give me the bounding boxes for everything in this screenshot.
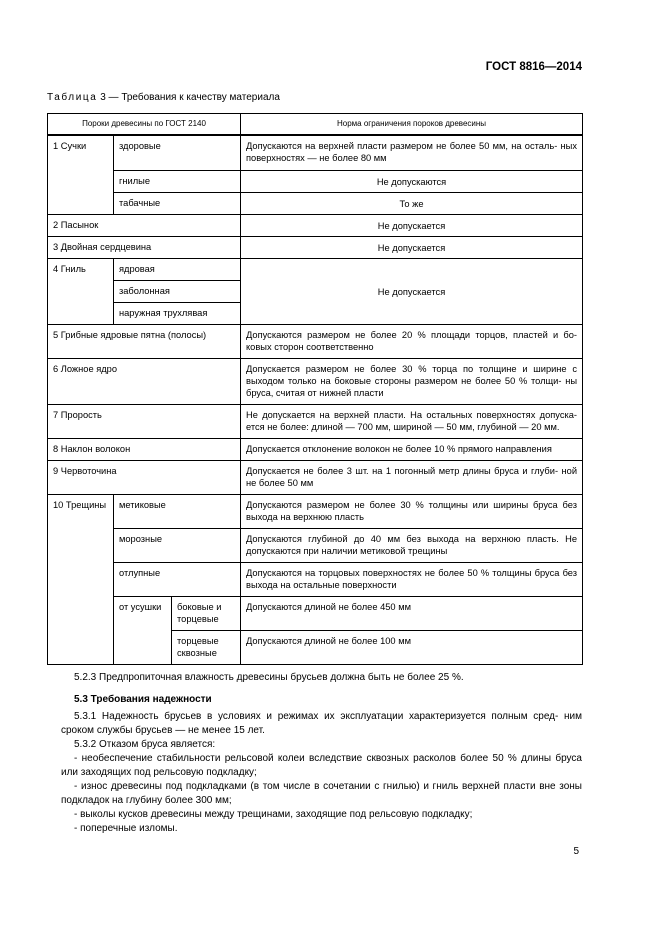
norm-cell: Не допускается на верхней пласти. На остальных поверхностях допуска- ется не более: длиной — 700 мм, шириной — 50 мм, глубиной — 20 мм. bbox=[241, 404, 583, 438]
norm-cell: Не допускаются bbox=[241, 170, 583, 192]
list-item: - износ древесины под подкладками (в том числе в сочетании с гнилью) и гниль верхней пласти вне зоны подкладок на глубину более 300 мм; bbox=[61, 781, 582, 806]
defect-knots: 1 Сучки bbox=[48, 135, 114, 214]
subsubtype-cell: торцевые сквозные bbox=[172, 630, 241, 664]
norm-cell: Не допускается bbox=[241, 214, 583, 236]
table-row bbox=[48, 236, 583, 258]
defect-cell: 6 Ложное ядро bbox=[48, 358, 241, 404]
norm-cell: То же bbox=[241, 192, 583, 214]
subtype-cell: наружная трухлявая bbox=[114, 302, 241, 324]
table-row bbox=[48, 562, 583, 596]
standard-designation: ГОСТ 8816—2014 bbox=[485, 61, 582, 73]
paragraph-5-2-3: 5.2.3 Предпропиточная влажность древесины брусьев должна быть не более 25 %. bbox=[74, 672, 464, 683]
paragraph-5-3-2: 5.3.2 Отказом бруса является: bbox=[74, 739, 216, 750]
table-row bbox=[48, 214, 583, 236]
defect-cell: 2 Пасынок bbox=[48, 214, 241, 236]
table-row bbox=[48, 170, 583, 192]
subtype-cell: табачные bbox=[114, 192, 241, 214]
table-row bbox=[48, 596, 583, 630]
table-row bbox=[48, 358, 583, 404]
table-caption bbox=[47, 92, 280, 103]
norm-cell: Не допускается bbox=[241, 258, 583, 324]
page-number: 5 bbox=[573, 846, 579, 857]
subtype-cell: от усушки bbox=[114, 596, 172, 664]
paragraph-5-3-1: 5.3.1 Надежность брусьев в условиях и режимах их эксплуатации характеризуется полным сред- ним сроком службы брусьев — не менее 15 лет. bbox=[61, 711, 582, 736]
defect-cell: 5 Грибные ядровые пятна (полосы) bbox=[48, 324, 241, 358]
list-item: - выколы кусков древесины между трещинами, заходящие под рельсовую подкладку; bbox=[74, 809, 473, 820]
table-header-row bbox=[48, 114, 583, 136]
defect-cell: 9 Червоточина bbox=[48, 460, 241, 494]
table-caption-prefix: Таблица bbox=[47, 92, 98, 103]
subtype-cell: гнилые bbox=[114, 170, 241, 192]
body-text bbox=[61, 671, 582, 836]
section-heading-5-3: 5.3 Требования надежности bbox=[74, 694, 212, 705]
subtype-cell: метиковые bbox=[114, 494, 241, 528]
table-row bbox=[48, 528, 583, 562]
norm-cell: Допускается не более 3 шт. на 1 погонный метр длины бруса и глуби- ной не более 50 мм bbox=[241, 460, 583, 494]
table-row bbox=[48, 135, 583, 170]
norm-cell: Допускаются глубиной до 40 мм без выхода на верхнюю пласть. Не допускаются при наличии метиковой трещины bbox=[241, 528, 583, 562]
table-row bbox=[48, 258, 583, 280]
norm-cell: Допускаются длиной не более 450 мм bbox=[241, 596, 583, 630]
subtype-cell: отлупные bbox=[114, 562, 241, 596]
col-header-norm: Норма ограничения пороков древесины bbox=[241, 114, 583, 136]
table-row bbox=[48, 324, 583, 358]
col-header-defects: Пороки древесины по ГОСТ 2140 bbox=[48, 114, 241, 136]
defect-rot: 4 Гниль bbox=[48, 258, 114, 324]
defect-cell: 8 Наклон волокон bbox=[48, 438, 241, 460]
norm-cell: Не допускается bbox=[241, 236, 583, 258]
norm-cell: Допускается размером не более 30 % торца по толщине и ширине с выходом только на боковые стороны размером не более 50 % толщи- ны бруса, считая от нижней пласти bbox=[241, 358, 583, 404]
table-caption-title: 3 — Требования к качеству материала bbox=[100, 92, 280, 103]
norm-cell: Допускаются на верхней пласти размером не более 50 мм, на осталь- ных поверхностях — не более 80 мм bbox=[241, 135, 583, 170]
list-item: - поперечные изломы. bbox=[74, 823, 178, 834]
norm-cell: Допускаются размером не более 20 % площади торцов, пластей и бо- ковых сторон соответственно bbox=[241, 324, 583, 358]
defect-cell: 3 Двойная сердцевина bbox=[48, 236, 241, 258]
subtype-cell: здоровые bbox=[114, 135, 241, 170]
defect-cracks: 10 Трещины bbox=[48, 494, 114, 664]
table-row bbox=[48, 404, 583, 438]
subtype-cell: заболонная bbox=[114, 280, 241, 302]
quality-requirements-table bbox=[47, 113, 583, 665]
norm-cell: Допускаются на торцовых поверхностях не более 50 % толщины бруса без выхода на остальные поверхности bbox=[241, 562, 583, 596]
table-row bbox=[48, 460, 583, 494]
table-row bbox=[48, 494, 583, 528]
table-row bbox=[48, 192, 583, 214]
subsubtype-cell: боковые и торцевые bbox=[172, 596, 241, 630]
subtype-cell: морозные bbox=[114, 528, 241, 562]
subtype-cell: ядровая bbox=[114, 258, 241, 280]
table-row bbox=[48, 438, 583, 460]
norm-cell: Допускаются длиной не более 100 мм bbox=[241, 630, 583, 664]
defect-cell: 7 Прорость bbox=[48, 404, 241, 438]
list-item: - необеспечение стабильности рельсовой колеи вследствие сквозных расколов более 50 % длины бруса или заходящих под рельсовую подкладку; bbox=[61, 753, 582, 778]
norm-cell: Допускается отклонение волокон не более 10 % прямого направления bbox=[241, 438, 583, 460]
norm-cell: Допускаются размером не более 30 % толщины или ширины бруса без выхода на верхнюю пласть bbox=[241, 494, 583, 528]
